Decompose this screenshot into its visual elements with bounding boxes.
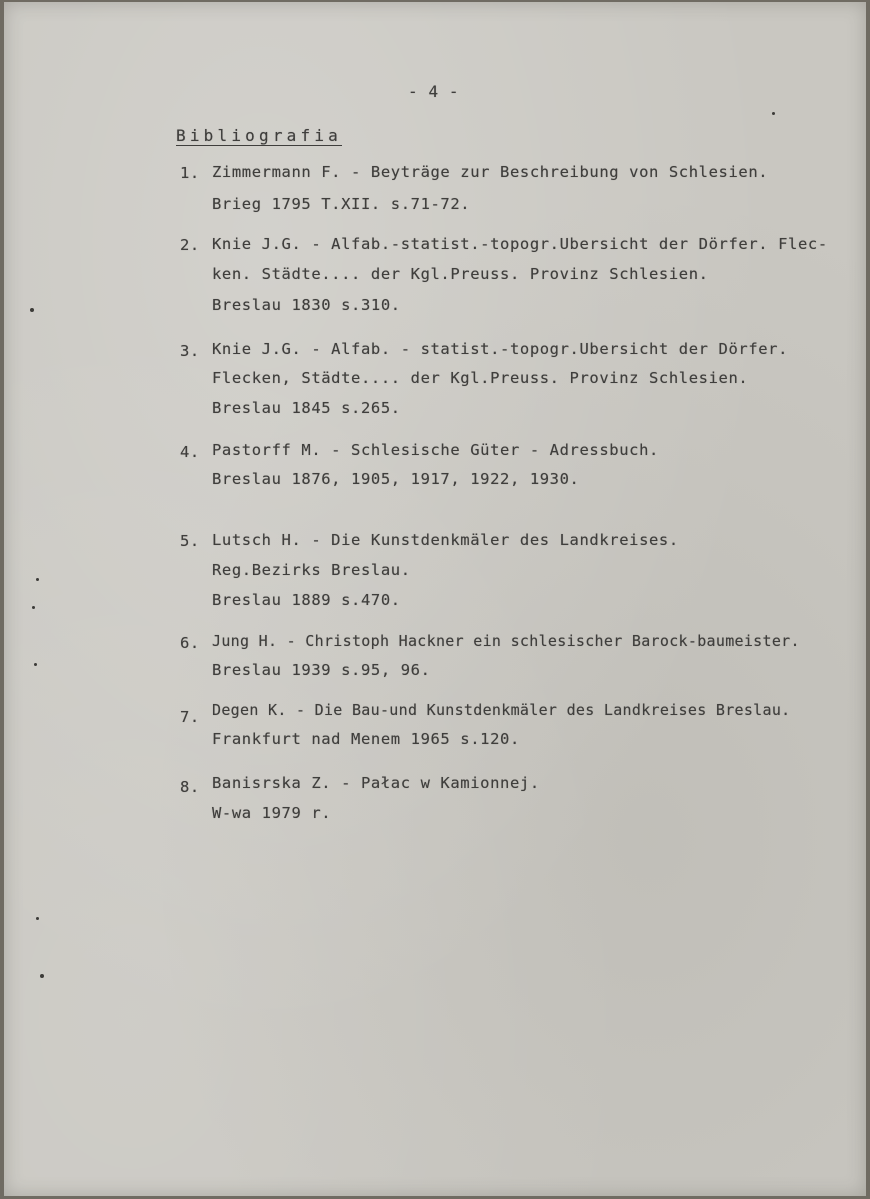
entry-line: Degen K. - Die Bau-und Kunstdenkmäler des Landkreises Breslau. — [212, 701, 791, 719]
entry-number: 4. — [180, 443, 200, 461]
entry-number: 2. — [180, 236, 200, 254]
paper-speck — [40, 974, 44, 978]
entry-number: 6. — [180, 634, 200, 652]
entry-number: 3. — [180, 342, 200, 360]
entry-line: Breslau 1876, 1905, 1917, 1922, 1930. — [212, 470, 580, 488]
paper-speck — [772, 112, 775, 115]
entry-number: 1. — [180, 164, 200, 182]
entry-line: ken. Städte.... der Kgl.Preuss. Provinz Schlesien. — [212, 265, 709, 283]
entry-line: Pastorff M. - Schlesische Güter - Adressbuch. — [212, 441, 659, 459]
entry-line: Knie J.G. - Alfab.-statist.-topogr.Ubersicht der Dörfer. Flec- — [212, 235, 828, 253]
entry-number: 7. — [180, 708, 200, 726]
entry-line: Brieg 1795 T.XII. s.71-72. — [212, 195, 471, 213]
paper-speck — [34, 663, 37, 666]
paper-speck — [30, 308, 34, 312]
entry-line: Breslau 1939 s.95, 96. — [212, 661, 431, 679]
entry-line: Reg.Bezirks Breslau. — [212, 561, 411, 579]
entry-line: Breslau 1845 s.265. — [212, 399, 401, 417]
bibliography-heading: Bibliografia — [176, 126, 342, 145]
document-page — [4, 2, 866, 1196]
paper-speck — [36, 578, 39, 581]
entry-line: Lutsch H. - Die Kunstdenkmäler des Landkreises. — [212, 531, 679, 549]
entry-line: Banisrska Z. - Pałac w Kamionnej. — [212, 774, 540, 792]
entry-line: Flecken, Städte.... der Kgl.Preuss. Provinz Schlesien. — [212, 369, 749, 387]
entry-number: 8. — [180, 778, 200, 796]
entry-line: Jung H. - Christoph Hackner ein schlesischer Barock-baumeister. — [212, 632, 800, 650]
entry-line: Frankfurt nad Menem 1965 s.120. — [212, 730, 520, 748]
entry-line: Zimmermann F. - Beyträge zur Beschreibung von Schlesien. — [212, 163, 769, 181]
paper-speck — [36, 917, 39, 920]
entry-line: Breslau 1889 s.470. — [212, 591, 401, 609]
entry-line: Breslau 1830 s.310. — [212, 296, 401, 314]
paper-speck — [32, 606, 35, 609]
entry-line: W-wa 1979 r. — [212, 804, 332, 822]
page-number: - 4 - — [408, 82, 460, 101]
entry-line: Knie J.G. - Alfab. - statist.-topogr.Ubersicht der Dörfer. — [212, 340, 789, 358]
entry-number: 5. — [180, 532, 200, 550]
